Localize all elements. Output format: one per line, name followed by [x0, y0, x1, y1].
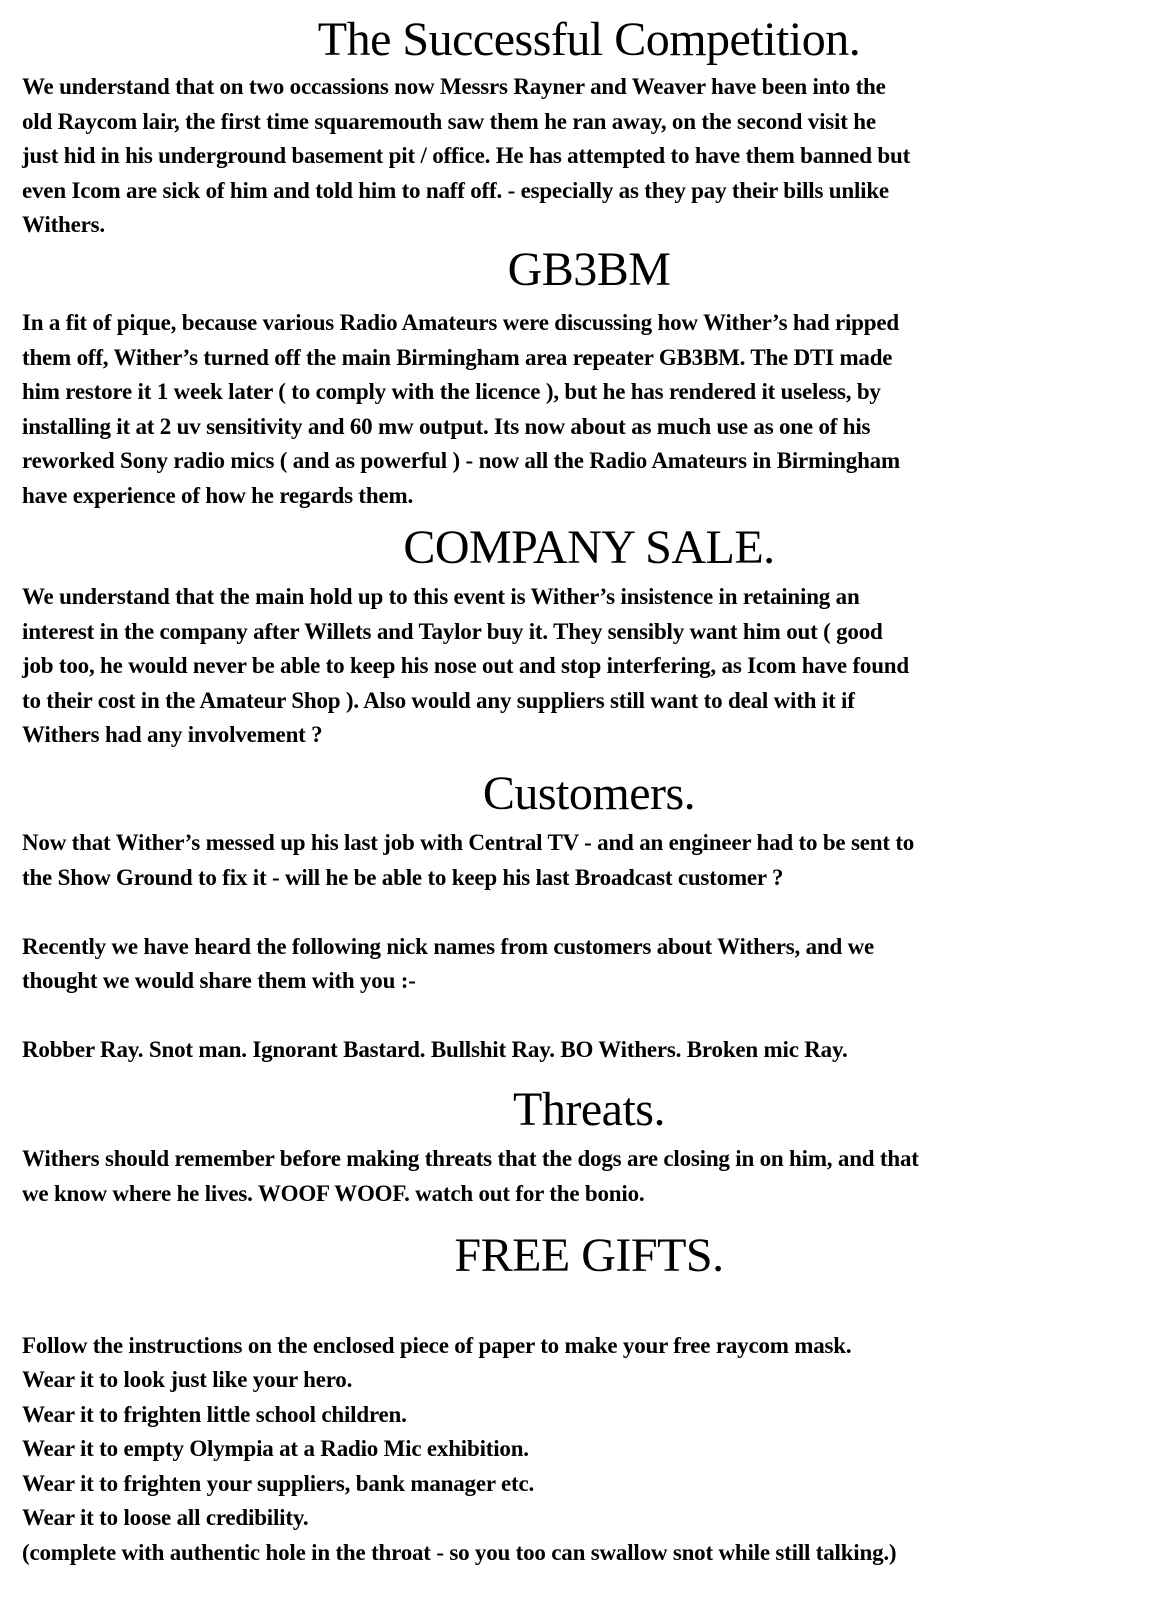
section-gb3bm — [22, 242, 1156, 513]
text-line: Recently we have heard the following nick names from customers about Withers, and we — [22, 933, 875, 959]
text-line: (complete with authentic hole in the throat - so you too can swallow snot while still talking.) — [22, 1539, 897, 1565]
text-line: Now that Wither’s messed up his last job with Central TV - and an engineer had to be sent to — [22, 830, 915, 855]
section-customers — [22, 766, 1156, 1068]
text-line: old Raycom lair, the first time squaremouth saw them he ran away, on the second visit he — [22, 108, 876, 134]
text-line: reworked Sony radio mics ( and as powerful ) - now all the Radio Amateurs in Birmingham — [22, 448, 900, 473]
text-line: In a fit of pique, because various Radio Amateurs were discussing how Wither’s had ripped — [22, 310, 899, 335]
section-successful-competition — [22, 12, 1156, 243]
text-line: we know where he lives. WOOF WOOF. watch out for the bonio. — [22, 1180, 645, 1206]
section-company-sale — [22, 520, 1156, 753]
text-line: Withers. — [22, 212, 105, 237]
heading-free-gifts: FREE GIFTS. — [454, 1229, 724, 1282]
text-line: have experience of how he regards them. — [22, 482, 414, 508]
text-line: him restore it 1 week later ( to comply with the licence ), but he has rendered it useless, by — [22, 379, 881, 404]
text-line: them off, Wither’s turned off the main Birmingham area repeater GB3BM. The DTI made — [22, 344, 893, 370]
text-line: thought we would share them with you :- — [22, 968, 416, 993]
heading-company-sale: COMPANY SALE. — [403, 521, 775, 574]
section-body — [22, 580, 1156, 753]
section-body — [22, 1294, 1156, 1570]
section-body — [22, 306, 1156, 513]
text-line: Wear it to loose all credibility. — [22, 1505, 309, 1530]
heading-threats: Threats. — [513, 1083, 665, 1136]
text-line: to their cost in the Amateur Shop ). Also would any suppliers still want to deal with it if — [22, 687, 855, 713]
heading-customers: Customers. — [482, 767, 696, 820]
blank-line — [22, 999, 1156, 1034]
section-free-gifts — [22, 1228, 1156, 1570]
blank-line — [22, 1294, 1156, 1329]
text-line: Wear it to look just like your hero. — [22, 1367, 353, 1392]
text-line: Follow the instructions on the enclosed piece of paper to make your free raycom mask. — [22, 1332, 852, 1358]
text-line: installing it at 2 uv sensitivity and 60 mw output. Its now about as much use as one of his — [22, 413, 871, 439]
text-line: Wear it to frighten little school children. — [22, 1401, 407, 1427]
heading-gb3bm: GB3BM — [507, 243, 671, 296]
text-line: interest in the company after Willets and Taylor buy it. They sensibly want him out ( good — [22, 618, 883, 644]
text-line: We understand that on two occassions now Messrs Rayner and Weaver have been into the — [22, 74, 886, 99]
text-line: Withers should remember before making threats that the dogs are closing in on him, and that — [22, 1146, 919, 1171]
section-threats — [22, 1082, 1156, 1211]
text-line: the Show Ground to fix it - will he be able to keep his last Broadcast customer ? — [22, 864, 784, 890]
heading-successful-competition: The Successful Competition. — [317, 13, 861, 66]
text-line: even Icom are sick of him and told him to naff off. - especially as they pay their bills unlike — [22, 177, 889, 203]
text-line: Wear it to empty Olympia at a Radio Mic exhibition. — [22, 1436, 529, 1461]
blank-line — [22, 895, 1156, 930]
text-line: just hid in his underground basement pit / office. He has attempted to have them banned but — [22, 143, 911, 168]
text-line: Robber Ray. Snot man. Ignorant Bastard. Bullshit Ray. BO Withers. Broken mic Ray. — [22, 1037, 848, 1062]
text-line: Withers had any involvement ? — [22, 722, 323, 747]
section-body — [22, 70, 1156, 243]
section-body — [22, 1142, 1156, 1211]
text-line: Wear it to frighten your suppliers, bank manager etc. — [22, 1470, 535, 1496]
text-line: We understand that the main hold up to this event is Wither’s insistence in retaining an — [22, 584, 860, 609]
text-line: job too, he would never be able to keep his nose out and stop interfering, as Icom have found — [22, 653, 909, 678]
section-body — [22, 826, 1156, 1068]
